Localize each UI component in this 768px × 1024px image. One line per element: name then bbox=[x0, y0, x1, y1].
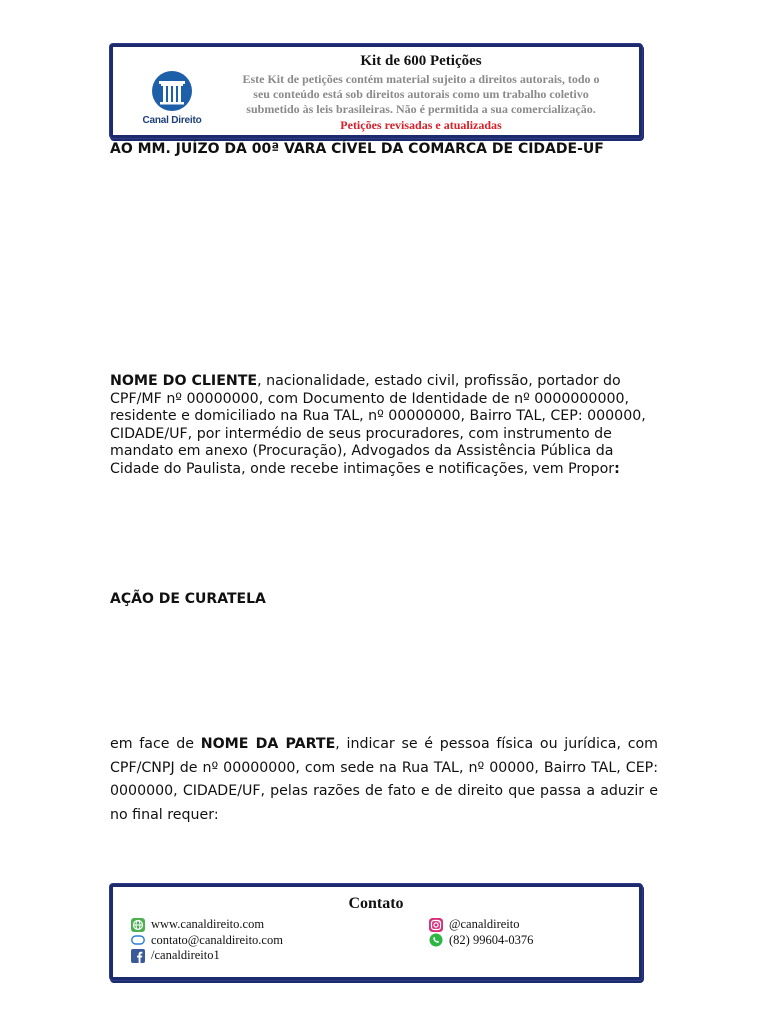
instagram-icon bbox=[429, 918, 443, 932]
kit-title: Kit de 600 Petições bbox=[360, 53, 482, 69]
facebook-link[interactable]: /canaldireito1 bbox=[151, 948, 220, 962]
facebook-row[interactable] bbox=[131, 948, 283, 963]
against-text: , indicar se é pessoa física ou jurídica, com CPF/CNPJ de nº 00000000, com sede na Rua TAL, nº 00000, Bairro TAL, CEP: 0000000, CIDADE/UF, pelas razões de fato e de direito que passa a aduzir e no final requer: bbox=[110, 736, 658, 823]
contact-title: Contato bbox=[348, 895, 404, 912]
instagram-handle[interactable]: @canaldireito bbox=[449, 917, 520, 931]
email-link[interactable]: contato@canaldireito.com bbox=[151, 932, 283, 947]
email-row[interactable] bbox=[131, 933, 283, 948]
contact-list-left bbox=[131, 917, 283, 964]
contact-list-right bbox=[429, 917, 533, 948]
globe-icon bbox=[131, 918, 145, 932]
logo-text: Canal Direito bbox=[142, 115, 202, 126]
column-logo-icon bbox=[150, 69, 194, 113]
website-row[interactable] bbox=[131, 917, 283, 932]
contact-banner bbox=[110, 884, 642, 980]
court-heading: AO MM. JUÍZO DA 00ª VARA CÍVEL DA COMARCA DE CIDADE-UF bbox=[110, 141, 604, 157]
copyright-line-1: Este Kit de petições contém material sujeito a direitos autorais, todo o bbox=[242, 72, 600, 86]
copyright-line-3: submetido às leis brasileiras. Não é permitida a sua comercialização. bbox=[246, 102, 596, 116]
whatsapp-number[interactable]: (82) 99604-0376 bbox=[449, 932, 534, 947]
email-icon bbox=[131, 933, 145, 947]
website-link[interactable]: www.canaldireito.com bbox=[151, 917, 265, 931]
against-paragraph bbox=[110, 733, 658, 827]
instagram-row[interactable] bbox=[429, 917, 533, 932]
copyright-line-2: seu conteúdo está sob direitos autorais como um trabalho coletivo bbox=[253, 87, 589, 101]
party-name: NOME DA PARTE bbox=[200, 736, 336, 752]
qualification-paragraph bbox=[110, 373, 658, 478]
revised-note: Petições revisadas e atualizadas bbox=[340, 118, 502, 132]
client-name: NOME DO CLIENTE bbox=[110, 373, 258, 389]
header-text bbox=[213, 53, 629, 133]
header-banner bbox=[110, 44, 642, 138]
whatsapp-icon bbox=[429, 933, 443, 947]
canal-direito-logo bbox=[137, 69, 207, 126]
action-title: AÇÃO DE CURATELA bbox=[110, 591, 266, 607]
against-prefix: em face de bbox=[110, 736, 201, 752]
qualification-text: , nacionalidade, estado civil, profissão, portador do CPF/MF nº 00000000, com Documento de Identidade de nº 0000000000, residente e domiciliado na Rua TAL, nº 00000000, Bairro TAL, CEP: 000000, CIDADE/UF, por intermédio de seus procuradores, com instrumento de mandato em anexo (Procuração), Advogados da Assistência Pública da Cidade do Paulista, onde recebe intimações e notificações, vem Propor bbox=[110, 373, 646, 477]
qualification-colon: : bbox=[614, 460, 620, 477]
facebook-icon bbox=[131, 949, 145, 963]
whatsapp-row[interactable] bbox=[429, 933, 533, 948]
